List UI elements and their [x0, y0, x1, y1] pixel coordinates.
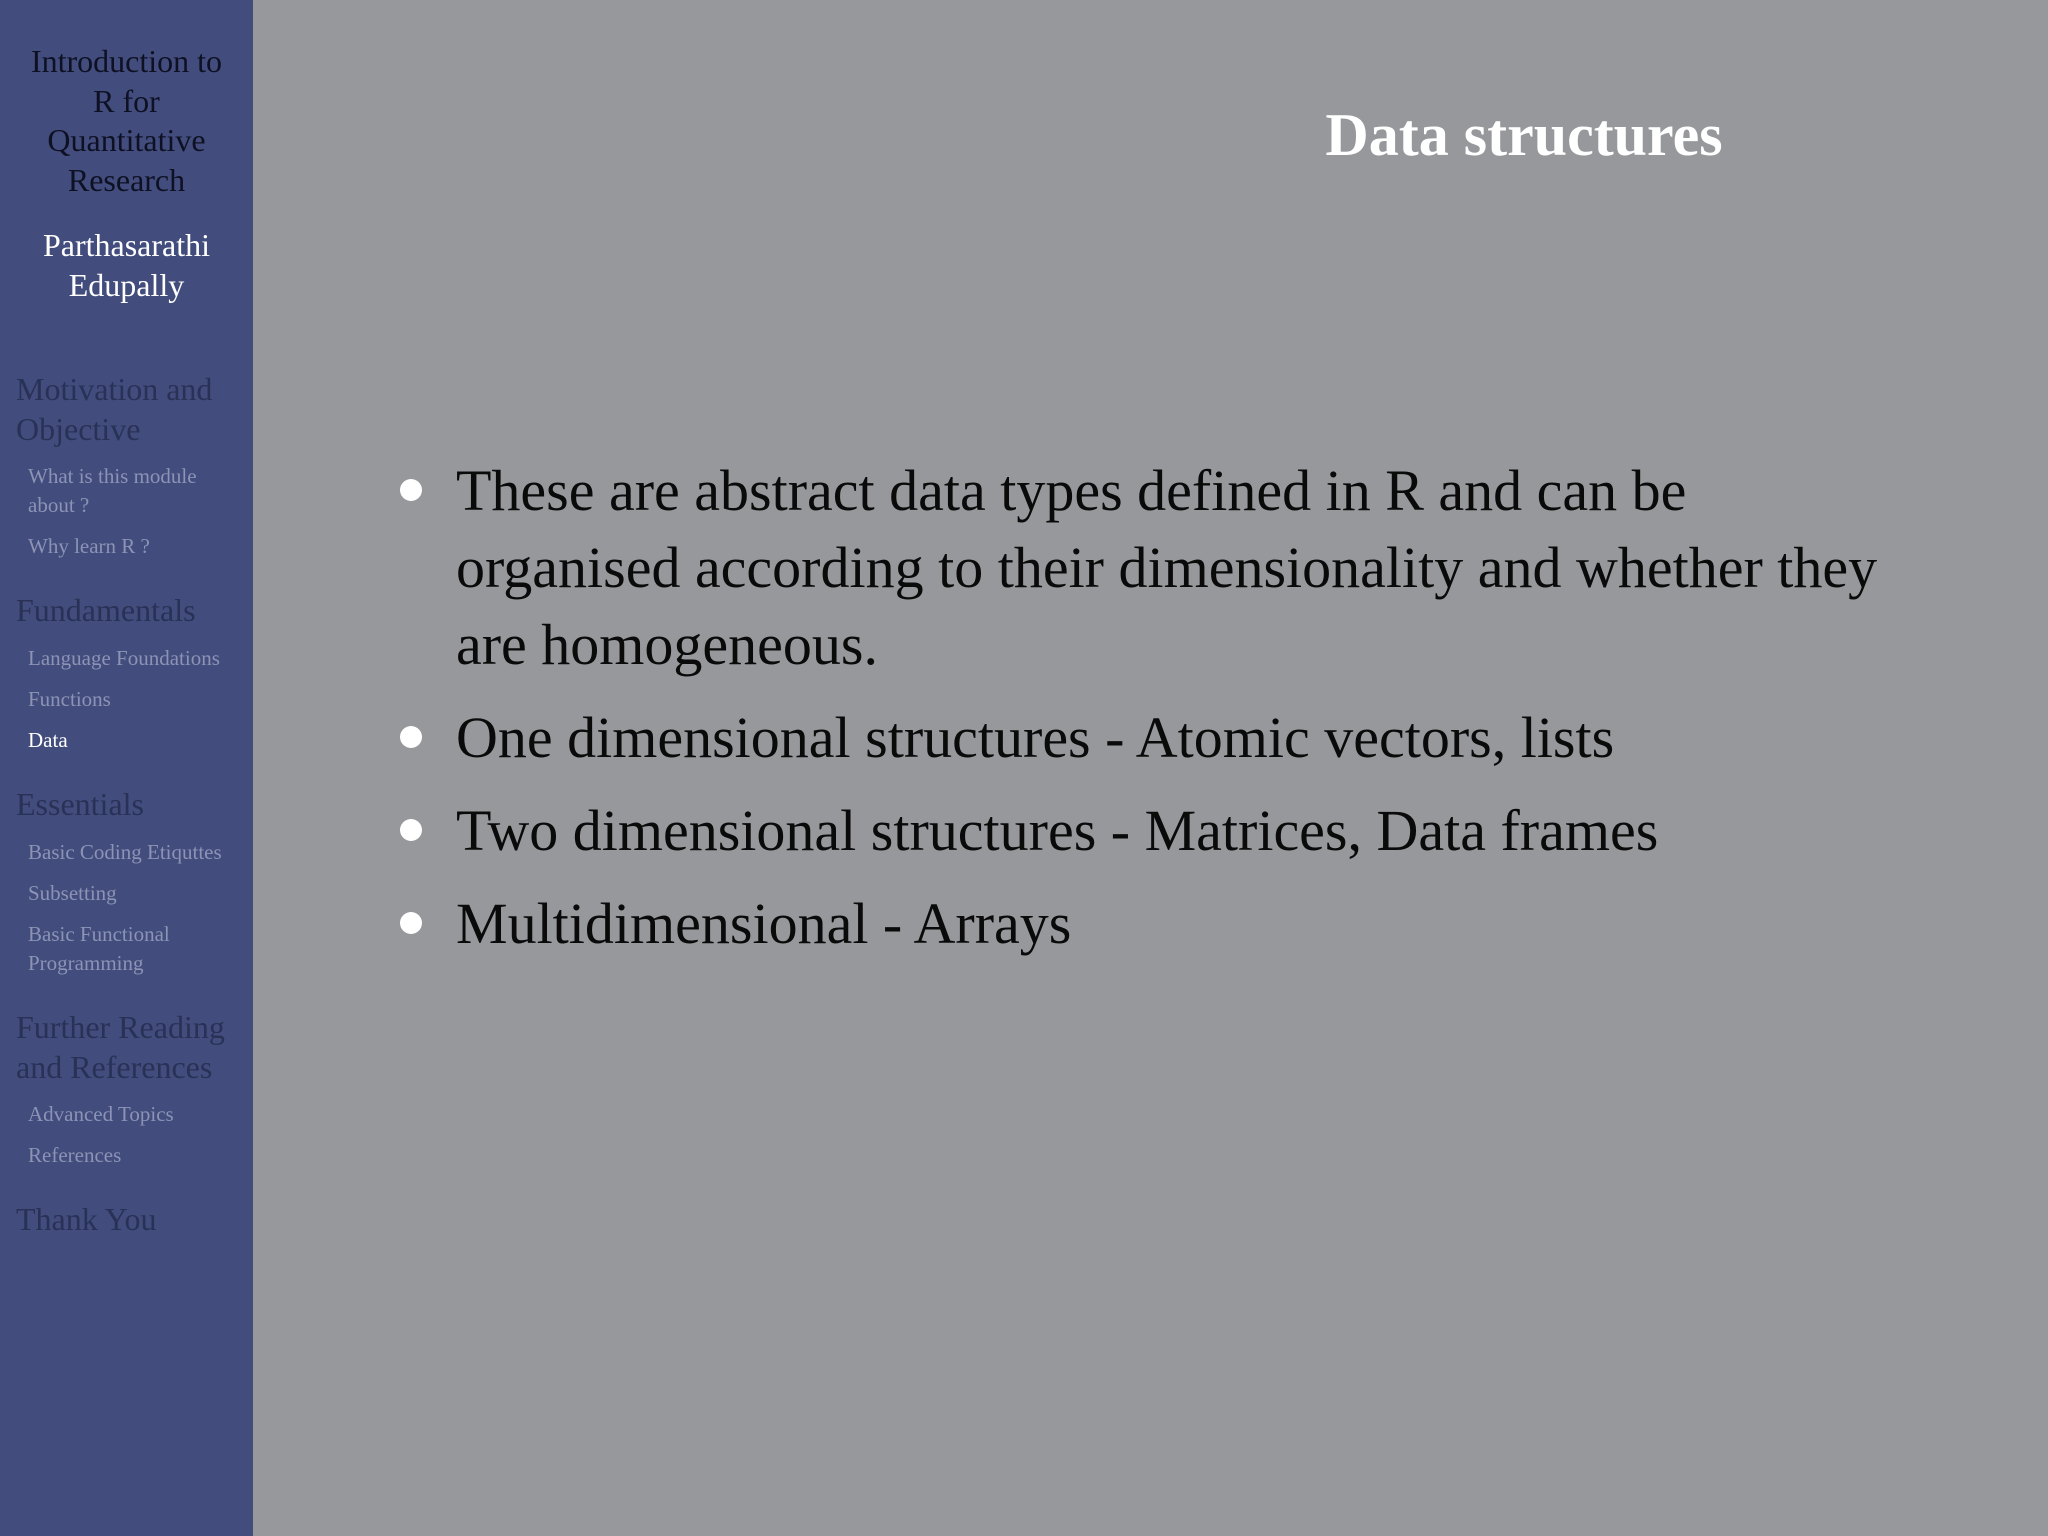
toc-section-thank-you[interactable] [16, 1200, 251, 1240]
toc-section-label: Fundamentals [16, 592, 196, 628]
toc-item-label: Basic Coding Etiquttes [28, 840, 222, 864]
bullet-line: are homogeneous. [456, 612, 878, 677]
toc-section-further-reading[interactable] [16, 1008, 251, 1087]
toc-section-label: Motivation and [16, 371, 213, 407]
bullet-line: Multidimensional - Arrays [456, 891, 1072, 956]
toc-item-basic-functional-programming[interactable] [28, 920, 250, 977]
bullet-dot-icon [400, 479, 422, 501]
bullet-line: organised according to their dimensionality and whether they [456, 535, 1878, 600]
toc-section-essentials[interactable] [16, 785, 251, 825]
presentation-author[interactable] [0, 226, 253, 305]
toc-item-references[interactable] [28, 1141, 250, 1170]
toc-item-label: Subsetting [28, 881, 117, 905]
bullet-dot-icon [400, 726, 422, 748]
toc-section-fundamentals[interactable] [16, 591, 251, 631]
author-line: Edupally [68, 266, 185, 303]
toc-section-label: Essentials [16, 786, 144, 822]
toc-item-label: Advanced Topics [28, 1102, 174, 1126]
toc-item-basic-coding-etiquttes[interactable] [28, 838, 250, 867]
toc-section-motivation[interactable] [16, 370, 251, 449]
title-line: Introduction to [30, 43, 223, 79]
frame-content [396, 452, 1986, 978]
toc-section-label: Objective [16, 410, 141, 447]
title-line: Quantitative [47, 122, 206, 158]
bullet-line: Two dimensional structures - Matrices, Data frames [456, 798, 1659, 863]
author-line: Parthasarathi [42, 227, 211, 263]
bullet-line: These are abstract data types defined in R and can be [456, 458, 1687, 523]
toc-item-label: References [28, 1143, 122, 1167]
toc-item-advanced-topics[interactable] [28, 1100, 250, 1129]
toc-item-subsetting[interactable] [28, 879, 250, 908]
title-line: Research [67, 161, 186, 198]
toc-item-language-foundations[interactable] [28, 644, 250, 673]
bullet-item [396, 699, 1986, 776]
toc-item-label: Functions [28, 687, 111, 711]
bullet-dot-icon [400, 819, 422, 841]
sidebar [0, 0, 253, 1536]
toc-item-label: Language Foundations [28, 646, 220, 670]
toc-item-label: about ? [28, 492, 90, 517]
bullet-line: One dimensional structures - Atomic vectors, lists [456, 705, 1615, 770]
toc-item-what-is-this-module[interactable] [28, 462, 250, 519]
toc-item-label: Why learn R ? [28, 534, 150, 558]
toc-item-data[interactable] [28, 726, 250, 755]
toc-section-label: Further Reading [16, 1009, 225, 1045]
toc-item-why-learn-r[interactable] [28, 532, 250, 561]
title-line: R for [93, 82, 160, 119]
bullet-item [396, 792, 1986, 869]
toc-item-label: Programming [28, 950, 144, 975]
bullet-item [396, 452, 1986, 683]
frame-title: Data structures [1325, 102, 1723, 168]
bullet-item [396, 885, 1986, 962]
toc-item-functions[interactable] [28, 685, 250, 714]
bullet-list [396, 452, 1986, 962]
toc-section-label: Thank You [16, 1201, 157, 1237]
toc-item-label: Data [28, 728, 68, 752]
toc-item-label: What is this module [28, 464, 197, 488]
toc-item-label: Basic Functional [28, 922, 170, 946]
toc-section-label: and References [16, 1048, 213, 1085]
bullet-dot-icon [400, 912, 422, 934]
presentation-title[interactable] [0, 42, 253, 200]
